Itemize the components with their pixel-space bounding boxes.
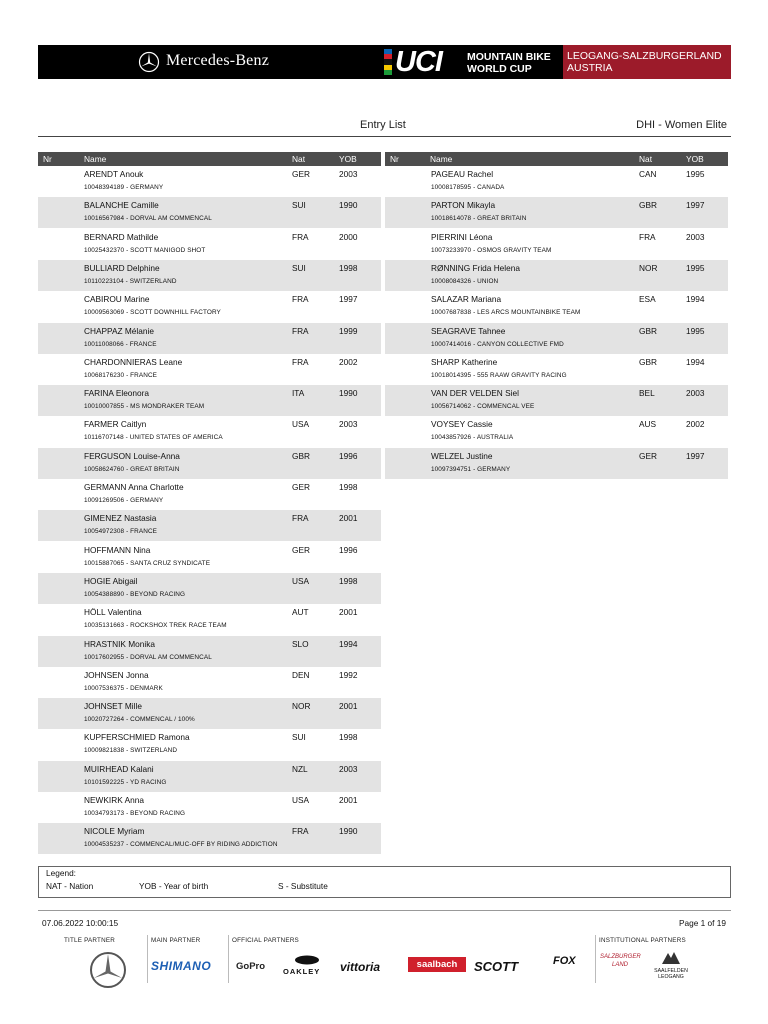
oakley-logo: OAKLEY: [283, 967, 321, 976]
rider-uci-id-team: 10008178595 - CANADA: [431, 184, 505, 191]
rider-name: PAGEAU Rachel: [431, 169, 494, 179]
rider-name: SHARP Katherine: [431, 356, 498, 367]
rider-nation: SUI: [292, 200, 306, 211]
rider-year-of-birth: 1990: [339, 388, 358, 399]
rider-name: GIMENEZ Nastasia: [84, 513, 157, 524]
rider-nation: FRA: [292, 231, 309, 242]
uci-logo-text: UCI: [395, 46, 442, 78]
table-row: [38, 667, 381, 698]
rider-year-of-birth: 1994: [686, 294, 705, 305]
venue-title: [567, 50, 722, 74]
rider-uci-id-team: 10035131663 - ROCKSHOX TREK RACE TEAM: [84, 622, 227, 630]
table-row: [385, 448, 728, 479]
rider-year-of-birth: 2003: [339, 419, 358, 430]
rider-name: FERGUSON Louise-Anna: [84, 450, 180, 461]
fox-logo: FOX: [553, 955, 576, 967]
rider-name: VOYSEY Cassie: [431, 419, 493, 430]
rider-uci-id-team: 10017602955 - DORVAL AM COMMENCAL: [84, 653, 212, 661]
rider-uci-id-team: 10097394751 - GERMANY: [431, 465, 511, 473]
rider-uci-id-team: 10004535237 - COMMENCAL/MUC-OFF BY RIDING ADDICTION: [84, 841, 278, 849]
rider-uci-id-team: 10054972308 - FRANCE: [84, 528, 158, 536]
rider-uci-id-team: 10008084326 - UNION: [431, 277, 499, 285]
shimano-logo: SHIMANO: [151, 959, 212, 973]
legend-substitute: S - Substitute: [278, 881, 328, 891]
saalfelden-leogang-emblem-icon: [660, 950, 682, 966]
rider-uci-id-team: 10043857926 - AUSTRALIA: [431, 434, 514, 442]
rider-year-of-birth: 1992: [339, 669, 358, 680]
rider-uci-id-team: 10009563069 - SCOTT DOWNHILL FACTORY: [84, 309, 221, 317]
rider-uci-id-team: 10116707148 - UNITED STATES OF AMERICA: [84, 434, 223, 442]
table-row: [38, 510, 381, 541]
rider-name: HOGIE Abigail: [84, 575, 138, 586]
rider-nation: FRA: [639, 231, 656, 242]
rider-year-of-birth: 1995: [686, 262, 705, 273]
legend-title: Legend:: [46, 868, 76, 878]
rider-nation: DEN: [292, 669, 310, 680]
rider-nation: SUI: [292, 262, 306, 273]
table-row: [38, 729, 381, 760]
rider-nation: GBR: [292, 450, 310, 461]
rider-name: HÖLL Valentina: [84, 607, 142, 618]
rider-uci-id-team: 10018614078 - GREAT BRITAIN: [431, 215, 527, 223]
table-row: [385, 197, 728, 228]
rider-name: GERMANN Anna Charlotte: [84, 482, 184, 492]
rider-nation: USA: [292, 419, 310, 430]
footer-divider: [38, 910, 731, 911]
table-row: [38, 542, 381, 573]
header-name: Name: [430, 154, 453, 164]
rider-nation: NOR: [639, 262, 658, 273]
rider-name: FARINA Eleonora: [84, 388, 150, 399]
scott-logo: SCOTT: [474, 959, 519, 974]
rider-nation: FRA: [292, 325, 309, 336]
rider-uci-id-team: 10048394189 - GERMANY: [84, 184, 164, 191]
rider-uci-id-team: 10007414016 - CANYON COLLECTIVE FMD: [431, 340, 564, 348]
rider-year-of-birth: 2002: [339, 356, 358, 367]
table-row: [38, 573, 381, 604]
venue-line-1: LEOGANG-SALZBURGERLAND: [567, 50, 722, 62]
rider-year-of-birth: 2001: [339, 607, 358, 618]
rider-nation: GER: [292, 482, 310, 492]
rider-year-of-birth: 1997: [686, 450, 705, 461]
table-row: [38, 448, 381, 479]
table-row: [38, 823, 381, 854]
rider-nation: FRA: [292, 294, 309, 305]
rider-nation: SUI: [292, 732, 306, 743]
table-row: [38, 604, 381, 635]
rider-nation: GER: [292, 169, 310, 179]
rider-name: SEAGRAVE Tahnee: [431, 325, 506, 336]
rider-name: JOHNSEN Jonna: [84, 669, 149, 680]
rider-uci-id-team: 10009821838 - SWITZERLAND: [84, 747, 178, 755]
rider-name: BERNARD Mathilde: [84, 231, 159, 242]
table-row: [385, 291, 728, 322]
table-row: [38, 291, 381, 322]
table-row: [385, 354, 728, 385]
rider-year-of-birth: 2003: [686, 231, 705, 242]
rider-name: JOHNSET Mille: [84, 701, 142, 712]
table-header: [385, 152, 728, 166]
rider-year-of-birth: 1996: [339, 544, 358, 555]
table-row: [38, 260, 381, 291]
rider-uci-id-team: 10058624760 - GREAT BRITAIN: [84, 465, 180, 473]
rider-year-of-birth: 2000: [339, 231, 358, 242]
saalfelden-leogang-logo: SAALFELDEN LEOGANG: [654, 968, 688, 980]
print-timestamp: 07.06.2022 10:00:15: [42, 918, 119, 928]
rider-nation: GBR: [639, 325, 657, 336]
rider-uci-id-team: 10101592225 - YD RACING: [84, 778, 167, 786]
rider-uci-id-team: 10016567984 - DORVAL AM COMMENCAL: [84, 215, 212, 223]
table-row: [38, 354, 381, 385]
partner-divider: [228, 935, 229, 983]
rider-year-of-birth: 1998: [339, 262, 358, 273]
page-number: Page 1 of 19: [678, 918, 726, 928]
rider-name: NEWKIRK Anna: [84, 795, 144, 805]
vittoria-logo: vittoria: [340, 960, 381, 974]
rider-year-of-birth: 2001: [339, 701, 358, 712]
rider-name: BALANCHE Camille: [84, 200, 159, 211]
rider-nation: GER: [639, 450, 657, 461]
title-divider: [38, 136, 731, 137]
rider-name: CABIROU Marine: [84, 294, 150, 305]
rider-year-of-birth: 1996: [339, 450, 358, 461]
legend-nat: NAT - Nation: [46, 881, 94, 891]
table-row: [38, 323, 381, 354]
header-nat: Nat: [639, 154, 653, 164]
rider-year-of-birth: 1999: [339, 325, 358, 336]
rider-nation: GBR: [639, 200, 657, 211]
rider-nation: ESA: [639, 294, 656, 305]
rider-name: WELZEL Justine: [431, 450, 493, 461]
rider-year-of-birth: 2001: [339, 795, 358, 805]
rider-uci-id-team: 10020727264 - COMMENCAL / 100%: [84, 716, 195, 724]
rider-uci-id-team: 10011008066 - FRANCE: [84, 340, 157, 348]
rider-name: VAN DER VELDEN Siel: [431, 388, 519, 399]
rider-year-of-birth: 1997: [686, 200, 705, 211]
rider-uci-id-team: 10007536375 - DENMARK: [84, 684, 163, 692]
rider-year-of-birth: 1994: [686, 356, 705, 367]
series-line-2: WORLD CUP: [467, 63, 532, 75]
event-title: DHI - Women Elite: [636, 119, 727, 131]
header-yob: YOB: [339, 154, 357, 164]
rider-name: SALAZAR Mariana: [431, 294, 502, 305]
venue-line-2: AUSTRIA: [567, 62, 613, 74]
rider-year-of-birth: 1995: [686, 169, 705, 179]
rider-uci-id-team: 10025432370 - SCOTT MANIGOD SHOT: [84, 246, 206, 254]
rider-name: FARMER Caitlyn: [84, 419, 147, 430]
saalbach-logo: saalbach: [408, 957, 466, 972]
rider-nation: FRA: [292, 826, 309, 837]
rider-name: PARTON Mikayla: [431, 200, 496, 211]
rider-year-of-birth: 1994: [339, 638, 358, 649]
rider-nation: AUS: [639, 419, 657, 430]
rider-nation: USA: [292, 795, 310, 805]
rider-name: HRASTNIK Monika: [84, 638, 156, 649]
institutional-partners-label: INSTITUTIONAL PARTNERS: [599, 937, 686, 944]
header-nat: Nat: [292, 154, 306, 164]
header-name: Name: [84, 154, 107, 164]
rider-name: CHARDONNIERAS Leane: [84, 356, 183, 367]
table-row: [38, 636, 381, 667]
rider-year-of-birth: 2003: [339, 763, 358, 774]
rider-year-of-birth: 2002: [686, 419, 705, 430]
rider-nation: BEL: [639, 388, 655, 399]
partner-divider: [595, 935, 596, 983]
oakley-ellipse-icon: [294, 955, 320, 965]
series-line-1: MOUNTAIN BIKE: [467, 51, 551, 63]
table-row: [38, 479, 381, 510]
rider-year-of-birth: 1995: [686, 325, 705, 336]
document-title: Entry List: [360, 119, 406, 131]
rider-name: ARENDT Anouk: [84, 169, 144, 179]
table-row: [385, 323, 728, 354]
mercedes-star-icon: [138, 51, 160, 73]
rider-uci-id-team: 10056714062 - COMMENCAL VEE: [431, 403, 535, 411]
header-yob: YOB: [686, 154, 704, 164]
rider-nation: AUT: [292, 607, 309, 618]
rider-year-of-birth: 1998: [339, 732, 358, 743]
rider-nation: NOR: [292, 701, 311, 712]
rider-name: HOFFMANN Nina: [84, 544, 151, 555]
rider-nation: SLO: [292, 638, 309, 649]
rider-year-of-birth: 1990: [339, 200, 358, 211]
gopro-logo: GoPro: [236, 961, 266, 972]
title-sponsor-name: Mercedes-Benz: [166, 52, 269, 69]
rider-year-of-birth: 2003: [339, 169, 358, 179]
rider-nation: NZL: [292, 763, 308, 774]
main-partner-label: MAIN PARTNER: [151, 937, 201, 944]
rider-name: NICOLE Myriam: [84, 826, 145, 837]
rider-uci-id-team: 10015887065 - SANTA CRUZ SYNDICATE: [84, 559, 211, 567]
table-row: [38, 385, 381, 416]
table-row: [38, 761, 381, 792]
rider-uci-id-team: 10018014395 - 555 RAAW GRAVITY RACING: [431, 371, 567, 379]
rider-uci-id-team: 10034793173 - BEYOND RACING: [84, 810, 186, 817]
table-row: [38, 229, 381, 260]
table-row: [385, 229, 728, 260]
rider-nation: ITA: [292, 388, 305, 399]
mercedes-star-logo-icon: [88, 950, 128, 990]
series-title: [467, 51, 551, 75]
table-row: [38, 698, 381, 729]
rider-name: RØNNING Frida Helena: [431, 262, 520, 273]
rider-uci-id-team: 10007687838 - LES ARCS MOUNTAINBIKE TEAM: [431, 309, 581, 317]
rider-name: PIERRINI Léona: [431, 231, 493, 242]
header-nr: Nr: [43, 154, 52, 164]
rider-year-of-birth: 2003: [686, 388, 705, 399]
legend-yob: YOB - Year of birth: [139, 881, 209, 891]
rider-year-of-birth: 1998: [339, 575, 358, 586]
table-row: [38, 792, 381, 823]
rider-nation: FRA: [292, 356, 309, 367]
rider-nation: GER: [292, 544, 310, 555]
rider-nation: GBR: [639, 356, 657, 367]
rider-name: CHAPPAZ Mélanie: [84, 325, 154, 336]
rider-uci-id-team: 10068176230 - FRANCE: [84, 371, 158, 379]
rider-uci-id-team: 10110223104 - SWITZERLAND: [84, 277, 177, 285]
rider-name: KUPFERSCHMIED Ramona: [84, 732, 190, 743]
rider-year-of-birth: 2001: [339, 513, 358, 524]
rider-year-of-birth: 1990: [339, 826, 358, 837]
table-row: [385, 166, 728, 197]
header-nr: Nr: [390, 154, 399, 164]
rider-uci-id-team: 10073233970 - OSMOS GRAVITY TEAM: [431, 246, 552, 254]
rider-uci-id-team: 10054388890 - BEYOND RACING: [84, 590, 186, 598]
table-row: [385, 385, 728, 416]
salzburgerland-logo: SALZBURGER LAND: [600, 954, 641, 968]
rider-uci-id-team: 10091269506 - GERMANY: [84, 497, 164, 504]
rider-name: BULLIARD Delphine: [84, 262, 160, 273]
table-row: [38, 416, 381, 447]
title-partner-label: TITLE PARTNER: [64, 937, 116, 944]
table-header: [38, 152, 381, 166]
table-row: [385, 260, 728, 291]
rider-nation: CAN: [639, 169, 657, 179]
rider-nation: USA: [292, 575, 310, 586]
table-row: [38, 166, 381, 197]
rider-uci-id-team: 10010007855 - MS MONDRAKER TEAM: [84, 403, 205, 411]
rider-year-of-birth: 1997: [339, 294, 358, 305]
rider-year-of-birth: 1998: [339, 482, 358, 492]
rider-nation: FRA: [292, 513, 309, 524]
official-partners-label: OFFICIAL PARTNERS: [232, 937, 299, 944]
rider-name: MUIRHEAD Kalani: [84, 763, 154, 774]
table-row: [38, 197, 381, 228]
table-row: [385, 416, 728, 447]
uci-rainbow-stripes-icon: [384, 49, 392, 75]
partner-divider: [147, 935, 148, 983]
